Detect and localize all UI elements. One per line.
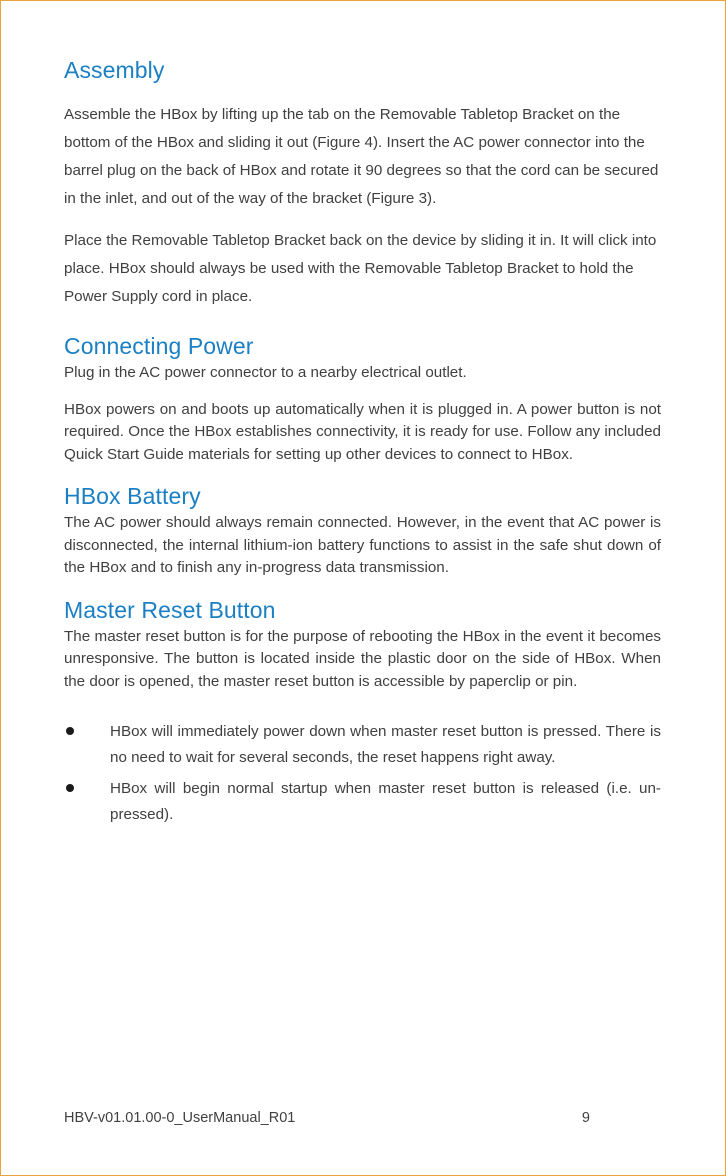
battery-paragraph-1: The AC power should always remain connected. However, in the event that AC power is disconnected, the internal lithium-ion battery functions to assist in the safe shut down of the HBox and to finish any in-progress data transmission. [64,514,661,576]
bullet-icon [66,784,74,792]
bullet-text: HBox will begin normal startup when master reset button is released (i.e. un-pressed). [110,780,661,823]
battery-heading: HBox Battery [64,483,201,509]
master-reset-section [64,597,661,829]
assembly-section [64,57,661,311]
connecting-power-section [64,333,661,466]
connecting-power-heading: Connecting Power [64,333,254,359]
battery-section [64,483,661,580]
list-item [64,719,661,771]
connecting-power-paragraph-2: HBox powers on and boots up automatically when it is plugged in. A power button is not required. Once the HBox establishes connectivity, it is ready for use. Follow any included Quick Start Guide materials for setting up other devices to connect to HBox. [64,400,661,463]
footer-page-number: 9 [581,1110,590,1126]
master-reset-bullet-list [64,719,661,828]
bullet-text: HBox will immediately power down when master reset button is pressed. There is no need to wait for several seconds, the reset happens right away. [110,723,661,766]
bullet-icon [66,727,74,735]
assembly-paragraph-2: Place the Removable Tabletop Bracket back on the device by sliding it in. It will click into place. HBox should always be used with the Removable Tabletop Bracket to hold the Power Supply cord in place. [64,232,657,305]
list-item [64,776,661,828]
footer-document-id: HBV-v01.01.00-0_UserManual_R01 [64,1110,296,1126]
connecting-power-paragraph-1: Plug in the AC power connector to a nearby electrical outlet. [64,364,467,381]
page-content [64,57,661,833]
master-reset-heading: Master Reset Button [64,596,276,623]
assembly-heading: Assembly [64,57,165,83]
assembly-paragraph-1: Assemble the HBox by lifting up the tab on the Removable Tabletop Bracket on the bottom of the HBox and sliding it out (Figure 4). Insert the AC power connector into the barrel plug on the back of HBox and rotate it 90 degrees so that the cord can be secured in the inlet, and out of the way of the bracket (Figure 3). [64,106,659,207]
master-reset-paragraph-1: The master reset button is for the purpose of rebooting the HBox in the event it becomes unresponsive. The button is located inside the plastic door on the side of HBox. When the door is opened, the master reset button is accessible by paperclip or pin. [64,627,661,690]
